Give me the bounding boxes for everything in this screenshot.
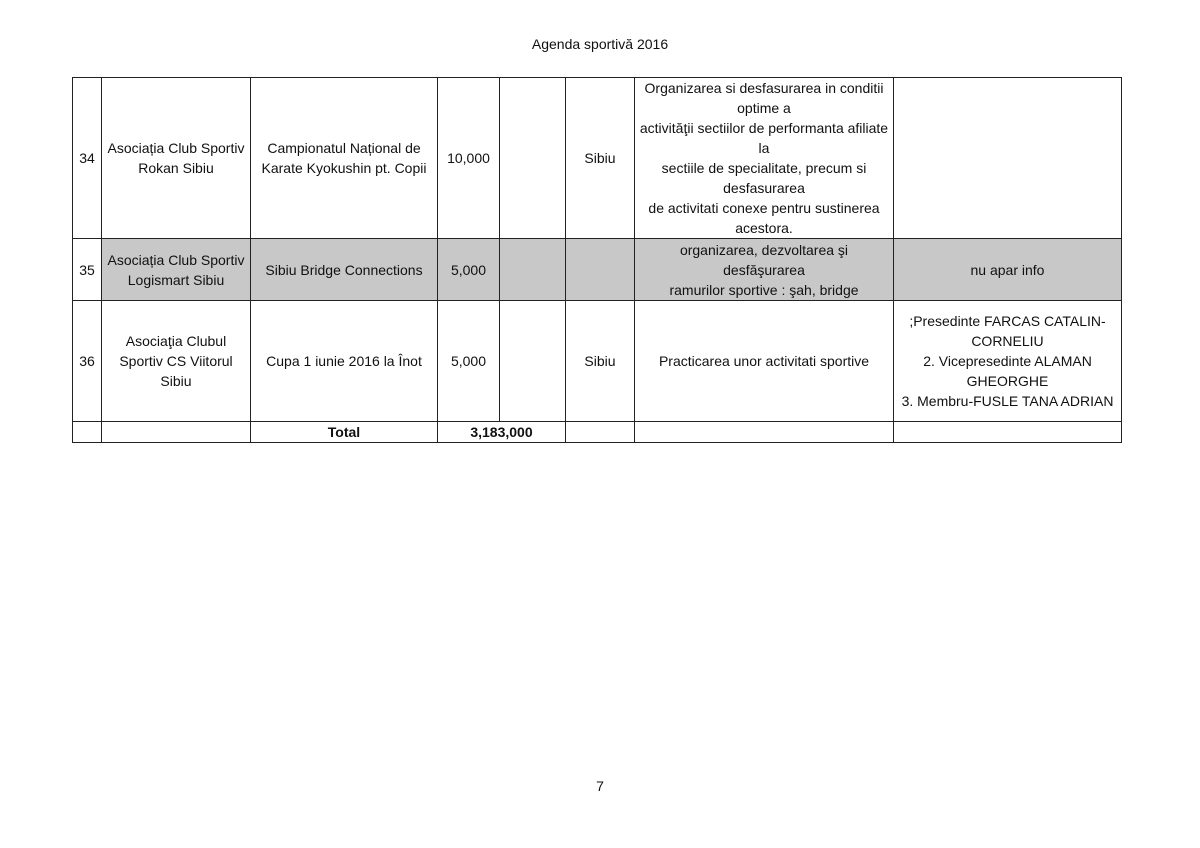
purpose-line: Organizarea si desfasurarea in conditii optime a [644, 80, 884, 116]
organization-line: Rokan Sibiu [138, 160, 214, 176]
empty-cell [635, 422, 894, 443]
event-line: Cupa 1 iunie 2016 la Înot [266, 353, 422, 369]
organization-line: Logismart Sibiu [127, 271, 225, 288]
organization-line: Sportiv CS Viitorul [119, 353, 233, 369]
board-line: 2. Vicepresedinte ALAMAN [923, 353, 1092, 369]
table-row [73, 301, 1122, 422]
row-number: 36 [73, 301, 102, 422]
purpose-cell [635, 301, 894, 422]
board-cell [894, 301, 1122, 422]
purpose-line: organizarea, dezvoltarea şi desfăşurarea [679, 241, 849, 278]
organization-line: Asociația Club Sportiv [107, 140, 245, 156]
purpose-line: activităţii sectiilor de performanta afiliate la [639, 120, 889, 156]
purpose-cell [635, 78, 894, 239]
event-cell [251, 239, 438, 301]
city-cell: Sibiu [566, 78, 635, 239]
city-cell [566, 239, 635, 301]
empty-cell [566, 422, 635, 443]
table-row [73, 239, 1122, 301]
empty-cell [73, 422, 102, 443]
amount-cell: 5,000 [438, 239, 500, 301]
page-number: 7 [596, 778, 604, 794]
event-line: Sibiu Bridge Connections [265, 261, 423, 278]
organization-line: Asociația Club Sportiv [107, 251, 245, 268]
organization-cell [102, 301, 251, 422]
agenda-table [72, 77, 1122, 443]
amount-cell: 10,000 [438, 78, 500, 239]
board-cell [894, 239, 1122, 301]
board-line: 3. Membru-FUSLE TANA ADRIAN [901, 393, 1114, 409]
event-cell [251, 78, 438, 239]
empty-cell [102, 422, 251, 443]
total-amount: 3,183,000 [438, 422, 566, 443]
board-cell [894, 78, 1122, 239]
organization-cell [102, 78, 251, 239]
table-row [73, 78, 1122, 239]
organization-cell [102, 239, 251, 301]
empty-cell [894, 422, 1122, 443]
row-number: 34 [73, 78, 102, 239]
purpose-line: sectiile de specialitate, precum si desfasurarea [661, 160, 867, 196]
purpose-cell [635, 239, 894, 301]
organization-line: Sibiu [160, 373, 192, 389]
total-row [73, 422, 1122, 443]
city-cell: Sibiu [566, 301, 635, 422]
total-label: Total [251, 422, 438, 443]
board-line: CORNELIU [971, 333, 1044, 349]
board-line: nu apar info [970, 261, 1045, 278]
event-cell [251, 301, 438, 422]
empty-cell [500, 78, 566, 239]
purpose-line: ramurilor sportive : şah, bridge [669, 281, 859, 298]
purpose-line: de activitati conexe pentru sustinerea acestora. [648, 200, 880, 236]
event-line: Campionatul Național de [267, 140, 421, 156]
empty-cell [500, 239, 566, 301]
row-number: 35 [73, 239, 102, 301]
board-line: GHEORGHE [966, 373, 1049, 389]
page-title: Agenda sportivă 2016 [531, 36, 669, 52]
organization-line: Asociaţia Clubul [125, 333, 227, 349]
board-line: ;Presedinte FARCAS CATALIN- [909, 313, 1106, 329]
empty-cell [500, 301, 566, 422]
purpose-line: Practicarea unor activitati sportive [658, 353, 870, 369]
amount-cell: 5,000 [438, 301, 500, 422]
event-line: Karate Kyokushin pt. Copii [261, 160, 427, 176]
